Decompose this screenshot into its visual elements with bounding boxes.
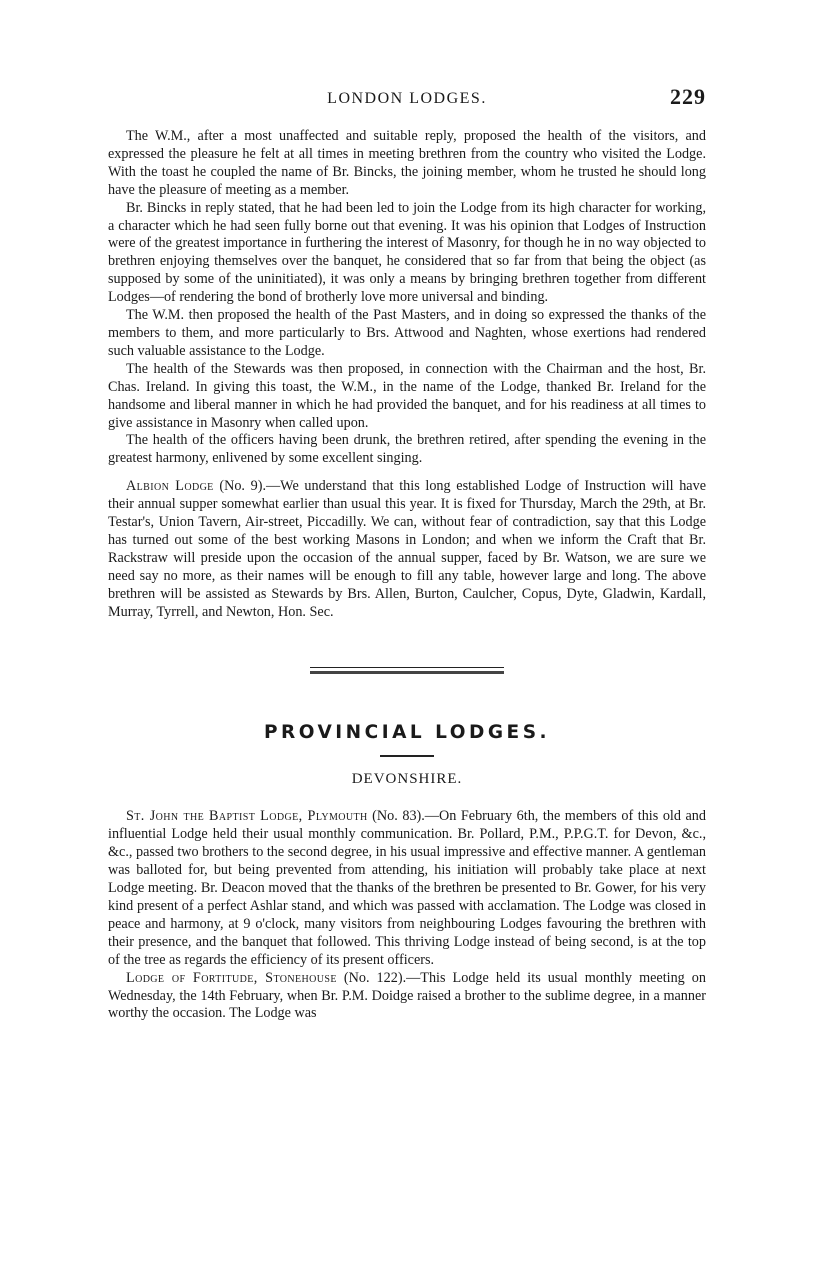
running-head (108, 84, 706, 114)
paragraph-albion-lodge (108, 478, 706, 621)
paragraph-st-john-lodge (108, 808, 706, 969)
county-heading: DEVONSHIRE. (351, 771, 463, 788)
page (108, 84, 706, 1023)
paragraph-stewards: The health of the Stewards was then proposed, in connection with the Chairman and the host, Br. Chas. Ireland. In giving this toast, the W.M., in the name of the Lodge, thanked Br. Ireland for the handsome and liberal manner in which he had provided the banquet, and for his readiness at all times to give assistance in Masonry when called upon. (108, 360, 706, 431)
paragraph-bincks-reply: Br. Bincks in reply stated, that he had been led to join the Lodge from its high character for working, a character which he had seen fully borne out that evening. It was his opinion that Lodges of Instruction were of the greatest importance in furthering the interest of Masonry, for though he in no way objected to brethren enjoying themselves over the banquet, he considered that so far from that being the object (as supposed by some of the uninitiated), it was only a means by bringing brethren together from different Lodges—of rendering the bond of brotherly love more universal and binding. (108, 199, 706, 306)
paragraph-officers: The health of the officers having been drunk, the brethren retired, after spending the evening in the greatest harmony, enlivened by some excellent singing. (108, 432, 706, 467)
albion-text: (No. 9).—We understand that this long established Lodge of Instruction will have their annual supper somewhat earlier than usual this year. It is fixed for Thursday, March the 29th, at Br. Testar's, Union Tavern, Air-street, Piccadilly. We can, without fear of contradiction, say that this Lodge has turned out some of the best working Masons in London; and when we inform the Craft that Br. Rackstraw will preside upon the occasion of the annual supper, faced by Br. Watson, we are sure we need say no more, as their names will be enough to fill any table, however large and long. The above brethren will be assisted as Stewards by Brs. Allen, Burton, Caulcher, Copus, Dyte, Gladwin, Kardall, Murray, Tyrrell, and Newton, Hon. Sec. (108, 478, 706, 620)
fortitude-text: (No. 122).—This Lodge held its usual monthly meeting on Wednesday, the 14th February, when Br. P.M. Doidge raised a brother to the sublime degree, in a manner worthy the occasion. The Lodge was (108, 969, 706, 1022)
lodge-name-st-john: St. John the Baptist Lodge, Plymouth (126, 808, 368, 825)
lodge-name-fortitude: Lodge of Fortitude, Stonehouse (126, 969, 337, 986)
st-john-text: (No. 83).—On February 6th, the members of this old and influential Lodge held their usual monthly communication. Br. Pollard, P.M., P.P.G.T. for Devon, &c., &c., passed two brothers to the second degree, in his usual impressive and effective manner. A gentleman was balloted for, but being prevented from attending, his initiation will probably take place at next Lodge meeting. Br. Deacon moved that the thanks of the brethren be presented to Br. Gower, for his very kind present of a perfect Ashlar stand, and which was passed with acclamation. The Lodge was closed in peace and harmony, at 9 o'clock, many visitors from neighbouring Lodges favouring the brethren with their presence, and the banquet that followed. This thriving Lodge instead of being second, is at the top of the tree as regards the efficiency of its present officers. (108, 808, 706, 968)
spacer (108, 468, 706, 478)
running-title: LONDON LODGES. (327, 90, 487, 107)
heading-underline (380, 755, 434, 757)
paragraph-fortitude-lodge (108, 970, 706, 1024)
lodge-name-albion: Albion Lodge (126, 478, 214, 495)
section-heading-provincial: PROVINCIAL LODGES. (263, 722, 551, 744)
paragraph-wm-reply: The W.M., after a most unaffected and suitable reply, proposed the health of the visitors, and expressed the pleasure he felt at all times in meeting brethren from the country who visited the Lodge. With the toast he coupled the name of Br. Bincks, the joining member, whom he trusted he should long have the pleasure of meeting as a member. (108, 128, 706, 198)
section-divider (310, 667, 504, 674)
divider-thin-line (310, 667, 504, 668)
paragraph-past-masters: The W.M. then proposed the health of the Past Masters, and in doing so expressed the thanks of the members to them, and more particularly to Brs. Attwood and Naghten, whose exertions had rendered such valuable assistance to the Lodge. (108, 307, 706, 359)
divider-thick-line (310, 671, 504, 674)
page-number: 229 (670, 84, 706, 109)
